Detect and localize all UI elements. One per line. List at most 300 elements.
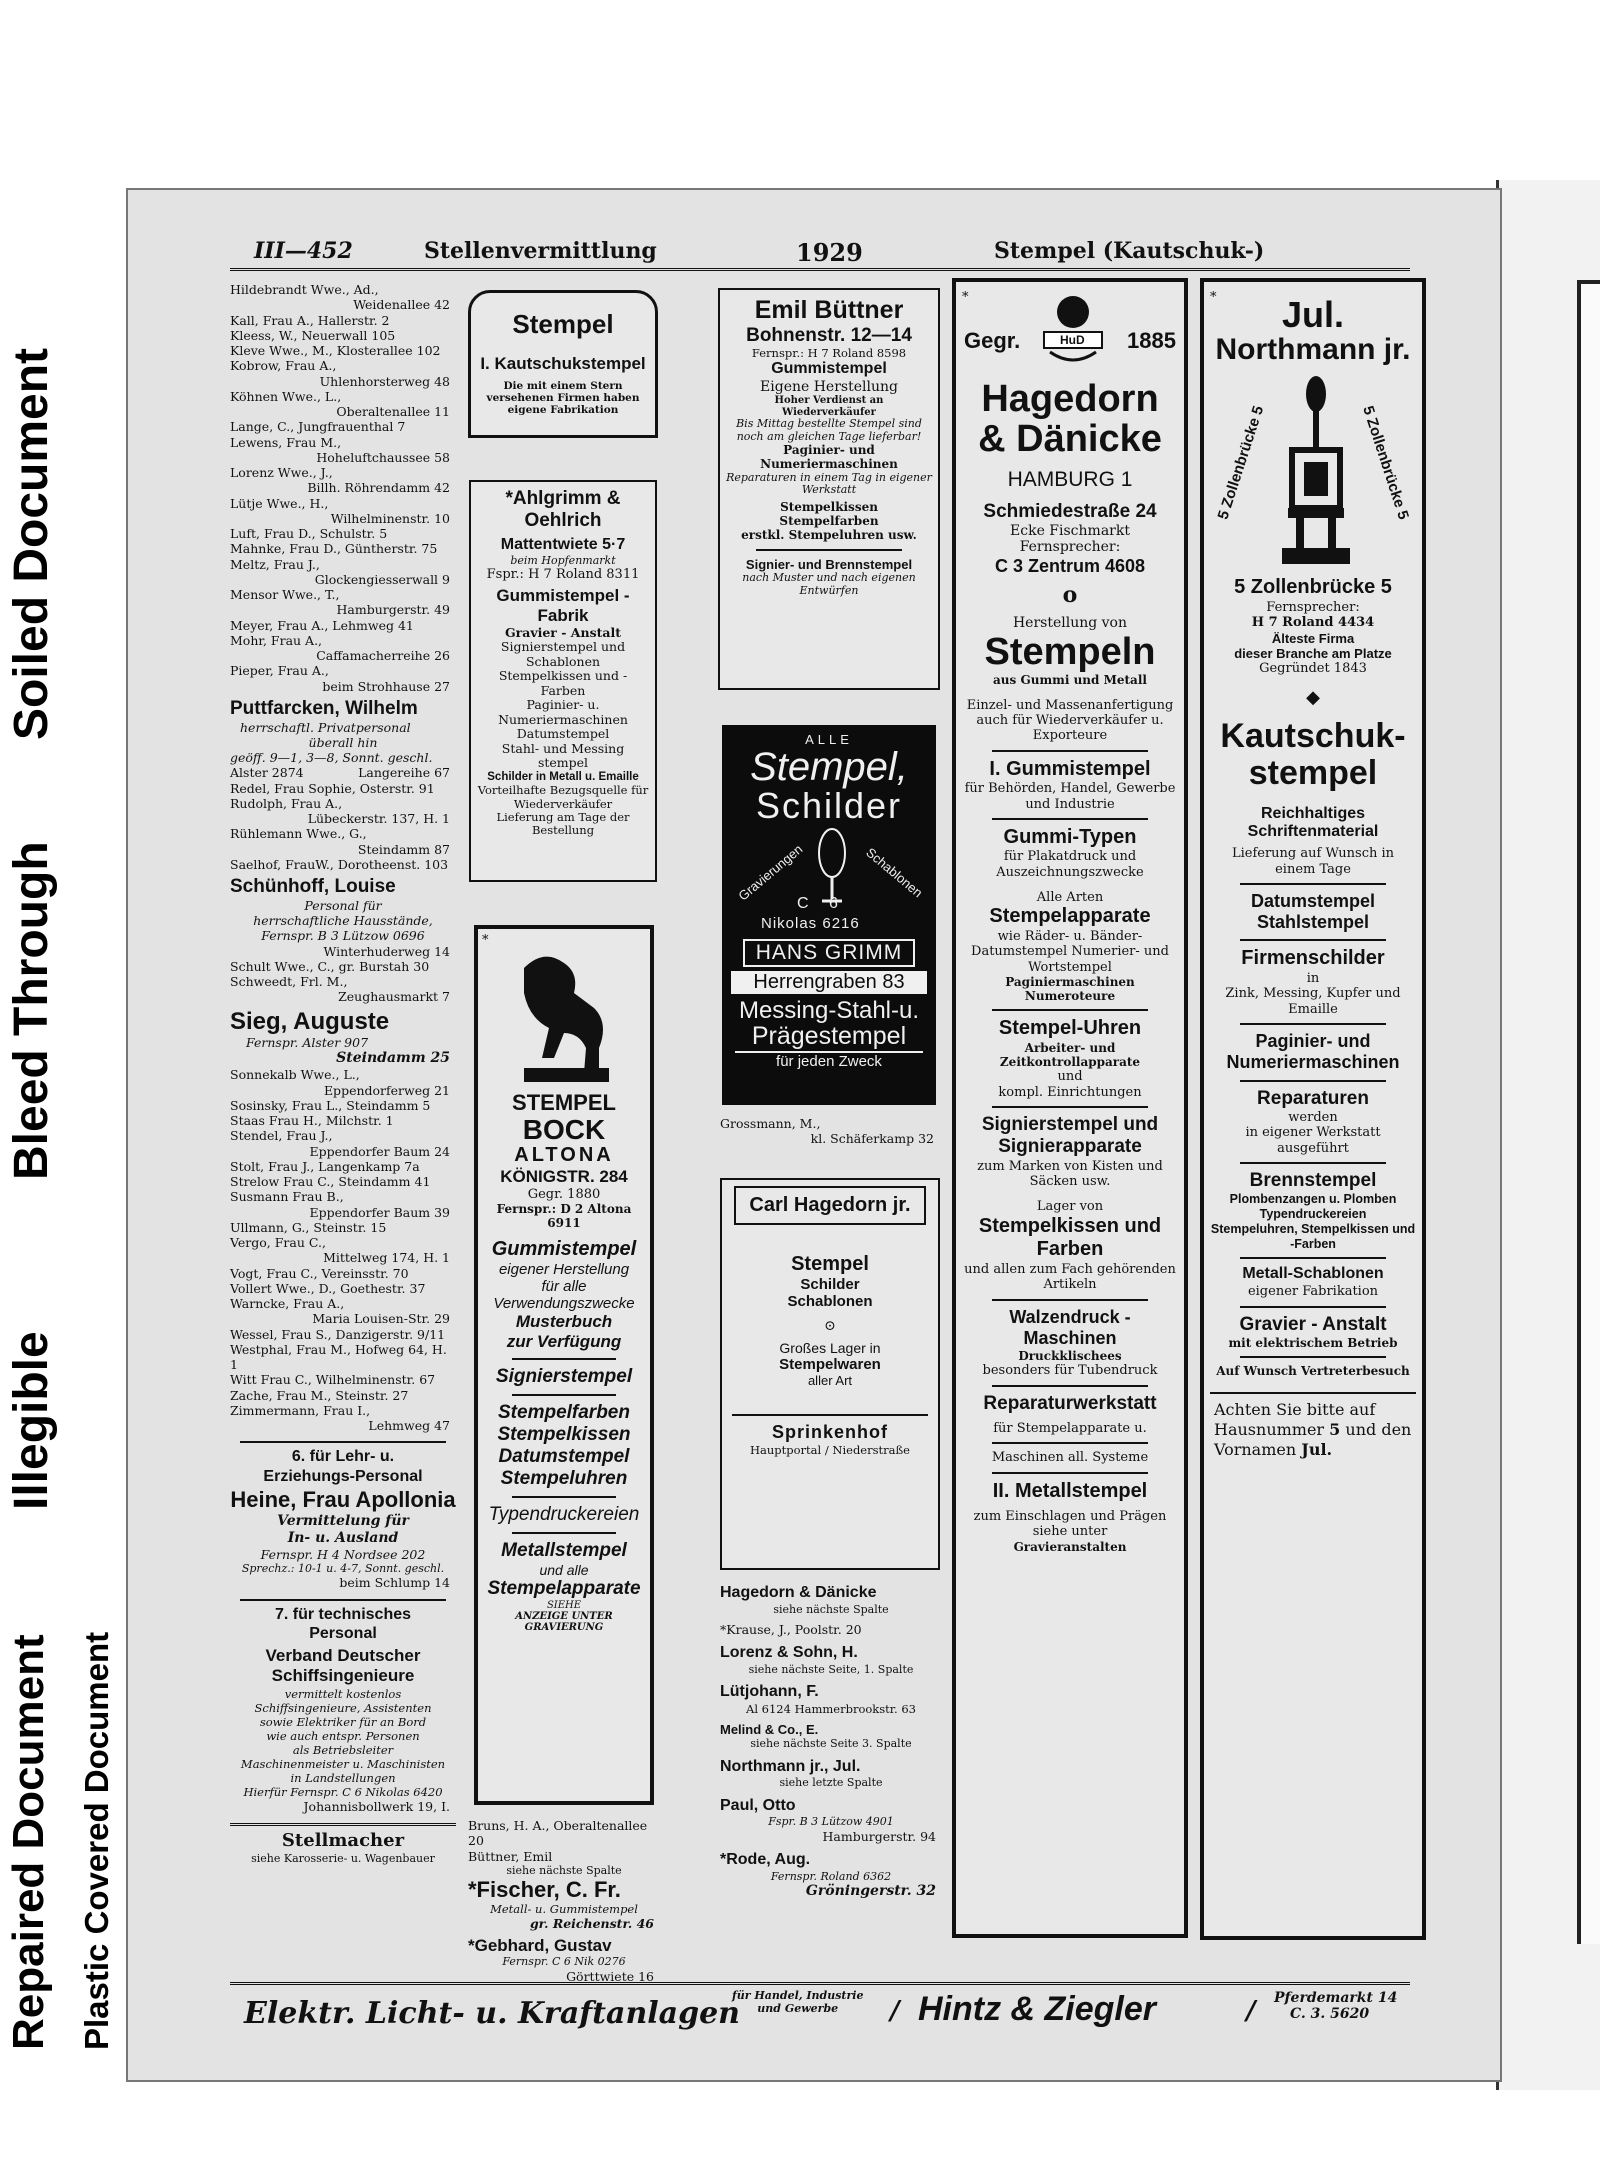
company-name: Carl Hagedorn jr.: [734, 1186, 926, 1225]
list-item: Zimmermann, Frau I.,: [230, 1402, 371, 1418]
list-item-address: Steindamm 87: [357, 841, 450, 857]
entry-detail: herrschaftliche Hausstände,: [253, 913, 433, 929]
notice-text: Achten Sie bitte auf Hausnummer: [1214, 1400, 1376, 1440]
ad-hagedorn-daenicke: [952, 278, 1188, 1938]
section-title: Stellenvermittlung: [424, 238, 657, 264]
divider: [992, 1385, 1148, 1387]
company-service: Typendruckereien: [1259, 1207, 1367, 1222]
list-item: Kleve Wwe., M., Klosterallee 102: [230, 343, 441, 358]
list-item: Kleess, W., Neuerwall 105: [230, 327, 396, 343]
company-service: Messing-Stahl-u.: [738, 996, 920, 1024]
list-item-address: Glockengiesserwall 9: [314, 571, 450, 587]
divider: [240, 1599, 446, 1601]
ad-headline: Stempel,: [750, 745, 908, 789]
entry-heading: Melind & Co., E.: [720, 1721, 819, 1737]
company-service: Paginiermaschinen Numeroteure: [1005, 975, 1135, 1004]
entry-detail: sowie Elektriker für an Bord: [259, 1715, 427, 1730]
star-mark: *: [962, 290, 969, 305]
company-service: Stempel-Uhren: [998, 1017, 1142, 1040]
entry-detail: überall hin: [308, 734, 378, 750]
diamond-icon: ◆: [1306, 686, 1320, 708]
entry-detail: Fernspr. C 6 Nik 0276: [502, 1955, 626, 1969]
ad-hans-grimm: [722, 725, 936, 1105]
entry-address: Winterhuderweg 14: [323, 943, 450, 959]
footer-separator: /: [1246, 1996, 1256, 2026]
company-note: Herstellung von: [1012, 615, 1128, 632]
list-item-address: Eppendorfer Baum 24: [309, 1143, 450, 1159]
entry-detail: wie auch entspr. Personen: [266, 1729, 420, 1744]
company-service: Schriftenmaterial: [1247, 823, 1379, 841]
column-3-listing-top: [720, 1116, 940, 1147]
list-item: Meltz, Frau J.,: [230, 556, 320, 572]
list-item-address: Wilhelminenstr. 10: [330, 510, 450, 526]
footer-separator: /: [890, 1996, 900, 2026]
list-item: Kobrow, Frau A.,: [230, 358, 337, 374]
cross-reference: siehe nächste Spalte: [773, 1602, 889, 1616]
ad-phone: Nikolas 6216: [761, 914, 860, 932]
divider: [1240, 883, 1386, 885]
ring-icon: o: [1062, 582, 1078, 609]
company-service: zur Verfügung: [506, 1332, 622, 1351]
star-mark: *: [482, 933, 489, 948]
list-item-address: Lübeckerstr. 137, H. 1: [307, 811, 450, 827]
company-address: Mattentwiete 5·7: [500, 536, 626, 554]
company-name: Northmann jr.: [1215, 333, 1411, 367]
company-note: in eigener Werkstatt ausgeführt: [1245, 1125, 1381, 1156]
company-phone: Fernspr.: D 2 Altona 6911: [496, 1202, 632, 1230]
list-item: Stendel, Frau J.,: [230, 1128, 333, 1144]
company-note: Hoher Verdienst an Wiederverkäufer: [774, 395, 884, 418]
divider: [240, 1441, 446, 1443]
divider: [1240, 1306, 1386, 1308]
divider: [992, 1009, 1148, 1011]
company-service: Stempelkissen: [497, 1424, 631, 1445]
company-service: Stempeluhren, Stempelkissen und -Farben: [1210, 1221, 1416, 1251]
list-item: Westphal, Frau M., Hofweg 64, H. 1: [230, 1341, 447, 1373]
list-item: *Krause, J., Poolstr. 20: [720, 1621, 862, 1637]
company-address: Herrengraben 83: [731, 971, 927, 994]
company-service: Schilder: [800, 1276, 860, 1293]
company-founded: Gegründet 1843: [1259, 661, 1367, 677]
ad-headline: Schilder: [755, 785, 903, 826]
footer-ad-left: Elektr. Licht- u. Kraftanlagen: [244, 1996, 740, 2031]
year: 1929: [796, 238, 863, 267]
entry-detail: siehe Karosserie- u. Wagenbauer: [251, 1851, 435, 1865]
footer-firm-name: Hintz & Ziegler: [918, 1990, 1157, 2028]
company-name: HANS GRIMM: [743, 939, 915, 967]
company-service: Schilder in Metall u. Emaille: [487, 770, 639, 783]
list-item: Zache, Frau M., Steinstr. 27: [230, 1387, 409, 1403]
company-note: Älteste Firma: [1271, 630, 1355, 646]
ad-phone: C 6: [797, 894, 846, 912]
label-illegible: Illegible: [5, 1331, 58, 1510]
company-name: Hagedorn: [981, 378, 1159, 420]
company-service: Stempelkissen und Farben: [978, 1214, 1162, 1261]
list-item: Büttner, Emil: [468, 1848, 553, 1864]
list-item: Rudolph, Frau A.,: [230, 795, 343, 811]
company-note: nach Muster und nach eigenen Entwürfen: [742, 570, 916, 597]
divider: [512, 1394, 616, 1396]
list-item: Redel, Frau Sophie, Osterstr. 91: [230, 780, 435, 796]
cross-reference: Gravieranstalten: [1013, 1539, 1127, 1554]
company-city: ALTONA: [514, 1144, 614, 1166]
company-service: Prägestempel: [751, 1021, 907, 1050]
divider: [992, 750, 1148, 752]
list-item: Warncke, Frau A.,: [230, 1296, 345, 1312]
entry-detail: Hierfür Fernspr. C 6 Nikolas 6420: [243, 1785, 443, 1800]
company-service: Gummistempel: [491, 1238, 637, 1260]
ad-logo-row: [962, 290, 1178, 370]
entry-address: gr. Reichenstr. 46: [529, 1916, 654, 1932]
list-item-address: Hamburgerstr. 49: [336, 602, 450, 618]
company-note: Reparaturen in einem Tag in eigener Werkstatt: [726, 470, 932, 497]
company-note: besonders für Tubendruck: [982, 1363, 1158, 1379]
company-phone: H 7 Roland 4434: [1251, 615, 1375, 631]
list-item: Vergo, Frau C.,: [230, 1235, 326, 1251]
footer-tagline-line: und Gewerbe: [757, 2001, 839, 2015]
company-service: Gravier - Anstalt: [1239, 1313, 1387, 1335]
ad-ahlgrimm-oehlrich: [469, 480, 657, 882]
company-address: 5 Zollenbrücke 5: [1234, 576, 1392, 599]
list-item-address: Zeughausmarkt 7: [338, 989, 450, 1005]
entry-heading: Northmann jr., Jul.: [720, 1757, 861, 1775]
company-name: Emil Büttner: [754, 296, 904, 324]
company-service: Signierstempel: [495, 1366, 633, 1387]
company-service: Kautschuk-: [1220, 716, 1406, 755]
cross-reference: SIEHE: [546, 1600, 582, 1611]
list-item: Susmann Frau B.,: [230, 1189, 344, 1205]
ad-emblem: [725, 825, 933, 935]
entry-detail: geöff. 9—1, 3—8, Sonnt. geschl.: [230, 750, 433, 766]
entry-detail: [230, 765, 456, 780]
section-heading: Personal: [309, 1625, 377, 1643]
entry-heading: Lütjohann, F.: [720, 1683, 819, 1701]
divider: [1240, 1162, 1386, 1164]
company-service: Signierstempel und Schablonen: [500, 639, 626, 669]
company-address: Sprinkenhof: [732, 1414, 928, 1443]
company-address: Hauptportal / Niederstraße: [750, 1443, 910, 1457]
list-item: Vogt, Frau C., Vereinsstr. 70: [230, 1265, 409, 1281]
entry-heading: Heine, Frau Apollonia: [230, 1487, 456, 1513]
company-phone: Fspr.: H 7 Roland 8311: [486, 567, 640, 583]
divider: [230, 1823, 456, 1826]
company-address: KÖNIGSTR. 284: [500, 1167, 628, 1186]
company-service: Signierstempel und Signierapparate: [981, 1113, 1159, 1158]
section-heading: 7. für technisches: [274, 1605, 412, 1623]
company-name: BOCK: [522, 1114, 606, 1145]
entry-heading: Schiffsingenieure: [271, 1666, 415, 1686]
company-service: Datumstempel: [498, 1446, 630, 1467]
company-location: beim Hopfenmarkt: [510, 553, 616, 567]
company-service: stempel: [1248, 754, 1378, 793]
footer-address-line: Pferdemarkt 14: [1274, 1990, 1398, 2006]
list-item: Sosinsky, Frau L., Steindamm 5: [230, 1097, 431, 1113]
company-service: aus Gummi und Metall: [993, 673, 1147, 688]
company-service: Stempelfarben: [779, 514, 879, 529]
list-item: Köhnen Wwe., L.,: [230, 388, 342, 404]
founded-year: 1885: [1127, 328, 1176, 353]
company-service: Eigene Herstellung: [760, 378, 898, 395]
company-address: Bohnenstr. 12—14: [746, 325, 912, 346]
list-item-address: kl. Schäferkamp 32: [810, 1131, 934, 1147]
list-item: Saelhof, FrauW., Dorotheenst. 103: [230, 856, 449, 872]
stamp-illustration: [1210, 366, 1416, 576]
footer-ad-tagline: [732, 1990, 863, 2015]
entry-address: beim Schlump 14: [339, 1575, 450, 1591]
address-notice: [1210, 1400, 1416, 1460]
entry-detail: Schiffsingenieure, Assistenten: [254, 1701, 432, 1716]
company-service: Datumstempel: [516, 726, 610, 742]
entry-detail: Al 6124 Hammerbrookstr. 63: [746, 1701, 916, 1716]
company-note: Lieferung auf Wunsch in einem Tage: [1231, 846, 1395, 877]
list-item: Strelow Frau C., Steindamm 41: [230, 1174, 431, 1190]
company-note: Großes Lager in: [779, 1340, 881, 1356]
company-service: Metall-Schablonen: [1242, 1265, 1384, 1283]
page-number: III—452: [254, 238, 353, 264]
company-service: Stempelfarben: [498, 1402, 630, 1423]
company-service: und alle: [539, 1562, 589, 1578]
company-note: Einzel- und Massenanfertigung auch für Wiederverkäufer u. Exporteure: [966, 697, 1174, 744]
company-service: II. Metallstempel: [992, 1479, 1148, 1502]
list-item: Rühlemann Wwe., G.,: [230, 826, 367, 842]
entry-heading: Stellmacher: [281, 1829, 405, 1851]
list-item: Pieper, Frau A.,: [230, 663, 329, 679]
company-note: wie Räder- u. Bänder-Datumstempel Numerier- und Wortstempel: [971, 929, 1169, 975]
company-note: für Plakatdruck und Auszeichnungszwecke: [996, 849, 1144, 880]
list-item-address: Weidenallee 42: [353, 297, 450, 313]
section-subtitle: I. Kautschukstempel: [480, 354, 646, 373]
entry-heading: Verband Deutscher: [265, 1645, 421, 1665]
company-note: zum Marken von Kisten und Säcken usw.: [977, 1158, 1163, 1190]
ad-label: Gravierungen: [735, 841, 806, 904]
company-note: dieser Branche am Platze: [1234, 645, 1392, 661]
footer-tagline-line: für Handel, Industrie: [732, 1989, 864, 2002]
address-arc-text: 5 Zollenbrücke 5: [1214, 404, 1268, 522]
list-item: Bruns, H. A., Oberaltenallee 20: [468, 1818, 648, 1849]
company-note: Vorteilhafte Bezugsquelle für Wiederverkäufer: [477, 783, 649, 811]
entry-detail: Maschinenmeister u. Maschinisten: [240, 1757, 446, 1772]
list-item: Luft, Frau D., Schulstr. 5: [230, 526, 388, 541]
list-item-address: beim Strohhause 27: [322, 678, 450, 694]
company-service: Plombenzangen u. Plomben: [1229, 1192, 1397, 1207]
entry-detail: Metall- u. Gummistempel: [490, 1902, 638, 1917]
column-2-listing: [468, 1818, 660, 1984]
company-service: Schablonen: [787, 1293, 873, 1310]
column-1-listing: [230, 282, 456, 1865]
company-address: Ecke Fischmarkt: [1010, 522, 1130, 539]
stamp-press-icon: [1266, 372, 1366, 572]
entry-address: Langereihe 67: [358, 765, 450, 781]
divider: [756, 549, 902, 551]
list-item-address: Hoheluftchaussee 58: [316, 449, 450, 465]
company-service: Stempelwaren: [779, 1356, 881, 1373]
entry-detail: Personal für: [304, 897, 382, 913]
ad-carl-hagedorn: [720, 1178, 940, 1570]
company-note: in: [1306, 971, 1320, 987]
cross-reference: siehe letzte Spalte: [779, 1776, 883, 1790]
company-note: und allen zum Fach gehörenden Artikeln: [964, 1261, 1176, 1293]
entry-address: Steindamm 25: [336, 1050, 450, 1067]
entry-detail: in Landstellungen: [290, 1771, 396, 1786]
address-arc-text: 5 Zollenbrücke 5: [1358, 404, 1412, 522]
company-service: Stempel: [791, 1253, 869, 1275]
company-note: und: [1057, 1069, 1083, 1085]
adjacent-page-edge: [1496, 180, 1600, 2090]
list-item-address: Uhlenhorsterweg 48: [319, 373, 450, 389]
company-note: Lager von: [1036, 1199, 1104, 1215]
cross-reference: siehe nächste Seite, 1. Spalte: [748, 1662, 914, 1676]
divider: [992, 818, 1148, 820]
company-note: Auf Wunsch Vertreterbesuch: [1216, 1364, 1410, 1379]
list-item: Hildebrandt Wwe., Ad.,: [230, 282, 379, 297]
company-service: Brennstempel: [1249, 1169, 1377, 1191]
list-item: Stolt, Frau J., Langenkamp 7a: [230, 1158, 420, 1174]
company-note: Zink, Messing, Kupfer und Emaille: [1225, 986, 1401, 1017]
list-item-address: Eppendorfer Baum 39: [309, 1204, 450, 1220]
company-service: Numeriermaschinen: [1226, 1052, 1400, 1073]
list-item: Mohr, Frau A.,: [230, 632, 323, 648]
company-note: aller Art: [807, 1373, 853, 1388]
company-service: Stahl- und Messing stempel: [501, 740, 625, 771]
company-service: Paginier- und Numeriermaschinen: [760, 442, 898, 471]
company-founded: Gegr. 1880: [527, 1187, 601, 1202]
cross-reference: ANZEIGE UNTER GRAVIERUNG: [515, 1611, 613, 1633]
list-item: Mahnke, Frau D., Güntherstr. 75: [230, 541, 438, 557]
company-name: & Dänicke: [978, 417, 1162, 460]
list-item: Mensor Wwe., T.,: [230, 587, 340, 602]
entry-detail: In- u. Ausland: [287, 1529, 399, 1546]
company-service: Firmenschilder: [1241, 947, 1385, 970]
company-name: Jul.: [1281, 294, 1344, 336]
list-item: Kall, Frau A., Hallerstr. 2: [230, 312, 390, 328]
entry-detail: Fernspr. B 3 Lützow 0696: [261, 928, 425, 944]
company-service: Stempelapparate: [989, 905, 1151, 928]
company-service: Gravier - Anstalt: [504, 624, 622, 640]
company-name: *Ahlgrimm & Oehlrich: [505, 488, 621, 532]
company-service: Reparaturwerkstatt: [983, 1392, 1157, 1414]
list-item: Lange, C., Jungfrauenthal 7: [230, 419, 406, 435]
company-service: Musterbuch: [515, 1312, 613, 1331]
divider: [1240, 1080, 1386, 1082]
entry-heading: Paul, Otto: [720, 1796, 796, 1814]
label-plastic-covered-document: Plastic Covered Document: [78, 1631, 115, 2050]
header-rule: [230, 268, 1410, 271]
entry-detail: Fernspr. Roland 6362: [770, 1869, 892, 1883]
list-item: Lewens, Frau M.,: [230, 434, 342, 450]
list-item-address: Billh. Röhrendamm 42: [307, 480, 450, 496]
entry-detail: Fernspr. Alster 907: [246, 1035, 369, 1051]
company-note: Arbeiter- und Zeitkontrollapparate: [999, 1040, 1141, 1070]
notice-name: Jul.: [1301, 1440, 1333, 1460]
divider: [992, 1472, 1148, 1474]
divider: [512, 1496, 616, 1498]
entry-detail: als Betriebsleiter: [292, 1743, 394, 1758]
company-service: Paginier- und: [1255, 1031, 1371, 1052]
phone-label: Fernsprecher:: [1019, 539, 1121, 556]
topic-title: Stempel (Kautschuk-): [994, 238, 1265, 264]
list-item-address: Caffamacherreihe 26: [316, 648, 450, 663]
entry-heading: *Gebhard, Gustav: [468, 1935, 612, 1955]
label-bleed-through: Bleed Through: [5, 841, 58, 1180]
company-service: Reparaturen: [1257, 1087, 1369, 1109]
label-soiled-document: Soiled Document: [5, 347, 58, 740]
divider: [1240, 939, 1386, 941]
company-service: Stempelkissen: [780, 500, 878, 515]
entry-address: Görttwiete 16: [566, 1968, 654, 1984]
entry-detail: vermittelt kostenlos: [284, 1687, 402, 1702]
hud-logo-icon: [1038, 290, 1108, 370]
company-phone: Fernspr.: H 7 Roland 8598: [751, 346, 907, 361]
entry-detail: Fernspr. H 4 Nordsee 202: [260, 1546, 426, 1562]
company-service: Stempeln: [984, 630, 1156, 673]
company-service: Stempelkissen und -Farben: [498, 668, 628, 698]
company-service: Gummi-Typen: [1003, 825, 1137, 848]
company-address: Schmiedestraße 24: [983, 500, 1157, 522]
company-note: Alle Arten: [1036, 890, 1104, 906]
company-service: Reichhaltiges: [1260, 804, 1366, 822]
entry-heading: Puttfarcken, Wilhelm: [230, 697, 418, 719]
list-item: Meyer, Frau A., Lehmweg 41: [230, 617, 414, 633]
list-item: Ullmann, G., Steinstr. 15: [230, 1219, 387, 1235]
divider: [992, 1442, 1148, 1444]
divider: [1240, 1023, 1386, 1025]
company-service: Paginier- u. Numeriermaschinen: [498, 697, 628, 727]
company-service: für jeden Zweck: [735, 1051, 923, 1070]
ad-stempel-bock: [474, 925, 654, 1805]
list-item-address: Maria Louisen-Str. 29: [312, 1311, 450, 1327]
ad-emil-buettner: [718, 288, 940, 690]
entry-detail: herrschaftl. Privatpersonal: [240, 719, 411, 735]
ad-northmann-jr: [1200, 278, 1426, 1940]
entry-address: Gröningerstr. 32: [805, 1882, 936, 1899]
company-service: Gummistempel - Fabrik: [496, 586, 630, 626]
divider: [992, 1106, 1148, 1108]
list-item: Grossmann, M.,: [720, 1116, 821, 1131]
entry-address: Johannisbollwerk 19, I.: [303, 1799, 450, 1815]
list-item-address: Lehmweg 47: [368, 1418, 450, 1434]
directory-page: [126, 188, 1502, 2082]
company-service: eigener Herstellung: [498, 1261, 630, 1278]
founded-label: Gegr.: [964, 328, 1021, 353]
section-title: Stempel: [512, 309, 614, 339]
entry-heading: *Rode, Aug.: [720, 1850, 811, 1868]
company-service: Datumstempel: [1250, 890, 1376, 911]
column-3-listing: [720, 1583, 942, 1900]
list-item: Witt Frau C., Wilhelminenstr. 67: [230, 1372, 436, 1388]
cross-reference: siehe nächste Spalte: [506, 1863, 622, 1877]
divider: [512, 1532, 616, 1534]
list-item: Lorenz Wwe., J.,: [230, 465, 333, 480]
footer-address: [1274, 1990, 1397, 2022]
section-note: Die mit einem Stern versehenen Firmen haben eigene Fabrikation: [486, 380, 640, 416]
company-service: Typendruckereien: [488, 1504, 640, 1525]
notice-text: und den Vornamen: [1214, 1420, 1412, 1460]
label-repaired-document: Repaired Document: [4, 1634, 53, 2050]
company-city: HAMBURG 1: [1007, 467, 1133, 491]
goat-logo-icon: [504, 948, 624, 1088]
company-note: Bis Mittag bestellte Stempel sind noch am gleichen Tage lieferbar!: [736, 417, 922, 444]
section-heading: Erziehungs-Personal: [263, 1467, 423, 1485]
list-item: Schult Wwe., C., gr. Burstah 30: [230, 958, 430, 974]
entry-phone: Alster 2874: [230, 765, 304, 781]
company-service: I. Gummistempel: [989, 757, 1151, 780]
company-name: STEMPEL: [512, 1090, 616, 1115]
company-note: für Behörden, Handel, Gewerbe und Industrie: [964, 781, 1176, 812]
phone-label: Fernsprecher:: [1266, 599, 1360, 615]
list-item: Vollert Wwe., D., Goethestr. 37: [230, 1280, 426, 1296]
divider: [512, 1358, 616, 1360]
company-service: erstkl. Stempeluhren usw.: [741, 527, 917, 542]
